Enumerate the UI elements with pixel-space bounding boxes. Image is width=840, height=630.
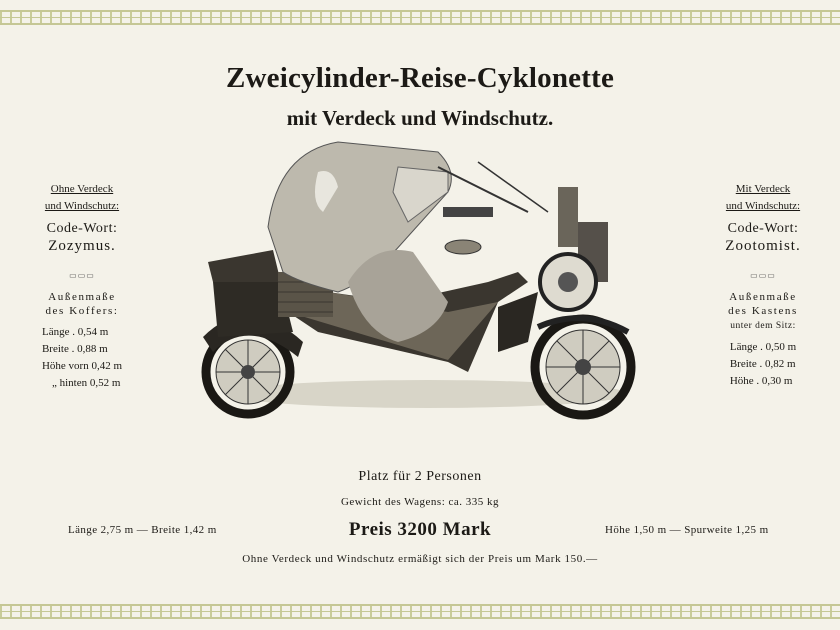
price-note: Ohne Verdeck und Windschutz ermäßigt sich der Preis um Mark 150.— (242, 553, 598, 565)
list-item: Länge . 0,50 m (729, 341, 797, 353)
right-dims-title-3: unter dem Sitz: (730, 321, 796, 331)
right-heading-line1: Mit Verdeck (735, 183, 791, 195)
dimensions-left: Länge 2,75 m — Breite 1,42 m (68, 524, 217, 536)
left-code-label: Code-Wort: (46, 221, 118, 236)
left-dims-title-1: Außenmaße (48, 291, 116, 303)
left-heading-line2: und Windschutz: (44, 200, 120, 212)
right-code-label: Code-Wort: (727, 221, 799, 236)
left-ornament: ▭▭▭ (69, 271, 95, 280)
left-dims-list (42, 324, 122, 392)
right-heading-line2: und Windschutz: (725, 200, 801, 212)
right-dims-list (730, 339, 796, 390)
list-item: Breite . 0,88 m (41, 343, 108, 355)
cyclecar-illustration-icon (198, 132, 650, 432)
right-code-word: Zootomist. (725, 238, 801, 254)
list-item: Breite . 0,82 m (729, 358, 796, 370)
top-ornamental-border (0, 10, 840, 25)
right-dims-title-1: Außenmaße (729, 291, 797, 303)
bottom-ornamental-border (0, 604, 840, 619)
page-subtitle: mit Verdeck und Windschutz. (286, 106, 554, 130)
list-item: Höhe vorn 0,42 m (41, 360, 123, 372)
left-code-word: Zozymus. (48, 238, 116, 254)
dimensions-right: Höhe 1,50 m — Spurweite 1,25 m (605, 524, 769, 536)
list-item: Höhe . 0,30 m (729, 375, 793, 387)
left-dims-title-2: des Koffers: (45, 305, 119, 317)
list-item: Länge . 0,54 m (41, 326, 109, 338)
weight-text: Gewicht des Wagens: ca. 335 kg (340, 496, 500, 508)
price-text: Preis 3200 Mark (348, 519, 492, 540)
list-item: „ hinten 0,52 m (51, 377, 121, 389)
right-dims-title-2: des Kastens (728, 305, 798, 317)
capacity-text: Platz für 2 Personen (358, 469, 482, 484)
left-spec-panel (12, 181, 152, 392)
right-ornament: ▭▭▭ (750, 271, 776, 280)
page-title: Zweicylinder-Reise-Cyklonette (225, 62, 615, 94)
right-spec-panel (693, 181, 833, 390)
left-heading-line1: Ohne Verdeck (50, 183, 114, 195)
